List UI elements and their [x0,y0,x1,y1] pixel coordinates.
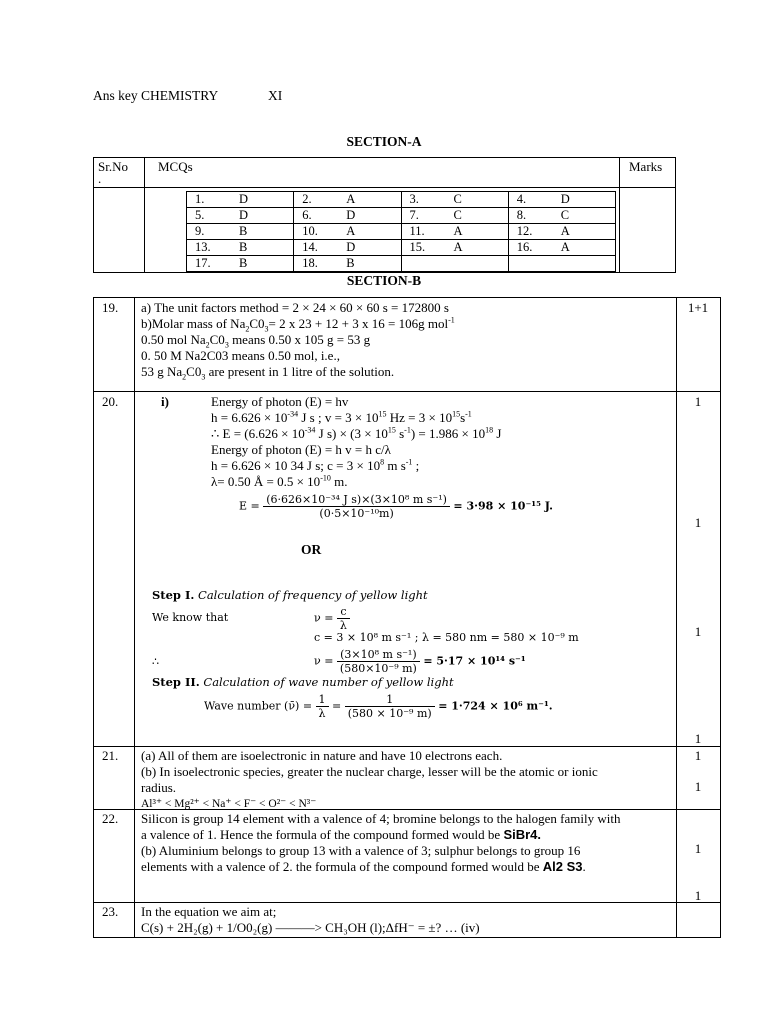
col-mcqs-header: MCQs [158,159,193,174]
step-2-heading: Step II. Calculation of wave number of yellow light [152,675,454,689]
marks-20-a: 1 [694,394,702,409]
mcq-number: 12. [516,224,533,238]
mcq-cell [187,192,294,208]
answer-20-line-1: Energy of photon (E) = hv [211,394,349,409]
col-srno-header: Sr.No [98,159,128,174]
marks-20-b: 1 [694,515,702,530]
mcq-row [187,208,616,224]
mcq-number: 3. [409,192,419,206]
section-a-title: SECTION-A [346,134,422,149]
answer-20-line-5: h = 6.626 × 10 34 J s; $c = 3 \times 10^8$ m $s^{-1}$ ; [211,457,420,473]
mcq-cell [187,208,294,224]
mcq-number: 7. [409,208,419,222]
mcq-cell [401,256,508,272]
mcq-cell [294,192,401,208]
mcq-cell [508,256,615,272]
mcq-answer: A [346,192,356,206]
frequency-result: ν = $\frac{\text{(3×10⁸ m s⁻¹)}}{\text{(580×10⁻⁹ m)}}$ = 5·17 × 10¹⁴ s⁻¹ [314,648,526,675]
question-number-20: 20. [102,394,119,409]
marks-21-a: 1 [694,748,702,763]
answer-23-line-2: C(s) + 2H₂(g) + 1/O0₂(g) ———> CH₃OH (l);ΔfH⁻ = ±? … (iv) [141,920,480,935]
question-number-23: 23. [102,904,119,919]
mcq-answer: A [560,224,570,238]
mcq-number: 18. [302,256,318,270]
mcq-number: 4. [516,192,527,206]
speed-wavelength-line: c = 3 × 10⁸ m s⁻¹ ; λ = 580 nm = 580 × 10⁻⁹ m [314,631,579,644]
answer-19-line-5: 53 g $Na_2C0_3$ are present in 1 litre of the solution. [141,364,395,382]
mcq-cell [508,240,615,256]
mcq-number: 13. [195,240,211,254]
document-header [93,88,283,104]
mcq-cell [294,208,401,224]
answer-22-line-1: Silicon is group 14 element with a valence of 4; bromine belongs to the halogen family with [141,811,621,826]
therefore-symbol: ∴ [152,655,159,668]
mcq-number: 1. [195,192,205,206]
mcq-row [187,256,616,272]
mcq-answer: C [560,208,570,222]
mcq-row [187,240,616,256]
mcq-answer: B [346,256,355,270]
mcq-cell [401,240,508,256]
answer-21-line-3: radius. [141,780,177,795]
mcq-answer-grid [186,191,616,272]
section-b-table [93,297,721,938]
answer-19-line-2: b)Molar mass of $Na_2C0_3= 2$ x 23 + 12 + 3 x 16 = 106g mol$^{-1}$ [141,315,455,334]
mcq-cell [401,208,508,224]
mcq-number: 5. [195,208,205,222]
answer-23 [141,904,675,936]
answer-20-text [211,394,651,490]
mcq-answer: C [453,192,462,206]
mcq-number: 10. [302,224,318,238]
answer-21 [141,748,671,812]
col-marks-header: Marks [629,159,663,174]
answer-21-line-4: Al³⁺ < Mg²⁺ < Na⁺ < F⁻ < O²⁻ < N³⁻ [141,798,317,810]
mcq-number: 6. [302,208,312,222]
col-srno-dot: . [98,171,102,186]
mcq-number: 2. [302,192,312,206]
mcq-answer: B [239,224,248,238]
wave-number-formula: Wave number (ν̄) = $\frac{1}{\lambda}$ = $\frac{1}{\text{(580 × 10⁻⁹ m)}}$ = 1·724 × 10⁶ m⁻¹. [204,693,553,720]
answer-19-line-1: a) The unit factors method = 2 × 24 × 60 × 60 s = 172800 s [141,300,449,315]
mcq-answer: D [239,192,249,206]
mcq-answer: B [239,256,248,270]
or-label: OR [301,542,322,557]
mcq-number: 14. [302,240,318,254]
mcq-number: 15. [409,240,426,254]
mcq-cell [294,256,401,272]
mcq-answer: D [560,192,570,206]
mcq-number: 17. [195,256,211,270]
mcq-cell [401,192,508,208]
mcq-answer: A [560,240,570,254]
answer-21-line-1: (a) All of them are isoelectronic in nature and have 10 electrons each. [141,748,503,763]
answer-22 [141,811,675,875]
question-number-19: 19. [102,300,119,315]
answer-19-line-4: 0. 50 M Na2C03 means 0.50 mol, i.e., [141,348,340,363]
question-number-21: 21. [102,748,119,763]
step-1-heading: Step I. Calculation of frequency of yellow light [152,588,428,602]
mcq-answer: C [453,208,462,222]
mcq-answer: D [346,208,356,222]
answer-20-line-3: ∴ $E = (6.626 \times 10^{-34}$ J $s) \times (3 \times 10^{15}$ $s^{-1}) = 1.986 \times 10^{18}$ J [211,425,502,441]
marks-20-d: 1 [694,731,702,746]
mcq-number: 11. [409,224,425,238]
answer-20-line-6: λ= 0.50 Å = $0.5 \times 10^{-10}$ m. [211,473,348,489]
answer-22-line-2: a valence of 1. Hence the formula of the compound formed would be SiBr4. [141,827,542,842]
mcq-answer: D [239,208,249,222]
marks-21-b: 1 [694,779,702,794]
mcq-row [187,224,616,240]
mcq-cell [294,224,401,240]
section-b-title: SECTION-B [346,273,422,288]
marks-20-c: 1 [694,624,702,639]
marks-22-a: 1 [694,841,702,856]
mcq-cell [508,224,615,240]
mcq-answer: A [453,224,463,238]
mcq-answer: D [346,240,356,254]
frequency-formula: ν = $\frac{c}{\lambda}$ [314,605,350,632]
answer-20-part-i: i) [161,394,169,409]
mcq-cell [187,224,294,240]
answer-21-line-2: (b) In isoelectronic species, greater the nuclear charge, lesser will be the atomic or ionic [141,764,598,779]
mcq-number: 9. [195,224,205,238]
section-a-table [93,157,676,273]
header-title: Ans key CHEMISTRY [93,88,219,103]
energy-formula: E = $\frac{\text{(6·626×10⁻³⁴ J s)×(3×10⁸ m s⁻¹)}}{\text{(0·5×10⁻¹⁰m)}}$ = 3·98 × 10⁻¹⁵ J. [239,493,553,520]
mcq-answer: A [453,240,463,254]
answer-23-line-1: In the equation we aim at; [141,904,277,919]
mcq-cell [508,192,615,208]
mcq-answer: A [346,224,356,238]
we-know-that: We know that [152,611,229,624]
marks-19: 1+1 [687,300,709,315]
mcq-cell [187,256,294,272]
mcq-cell [294,240,401,256]
mcq-number: 16. [516,240,533,254]
answer-22-line-4: elements with a valence of 2. the formula of the compound formed would be Al2 S3. [141,859,586,874]
marks-22-b: 1 [694,888,702,903]
mcq-row [187,192,616,208]
mcq-cell [508,208,615,224]
mcq-answer: B [239,240,248,254]
answer-19 [141,300,671,380]
mcq-cell [187,240,294,256]
mcq-cell [401,224,508,240]
mcq-number: 8. [516,208,527,222]
header-class: XI [268,88,283,103]
answer-20-line-4: Energy of photon (E) = h v = h c/λ [211,442,391,457]
question-number-22: 22. [102,811,119,826]
answer-19-line-3: 0.50 mol $Na_2C0_3$ means 0.50 x 105 g = 53 g [141,332,371,350]
answer-20-line-2: $h = 6.626 \times 10^{-34}$ J s ; $v = 3 \times 10^{15}$ $Hz = 3 \times 10^{15}s^{-1}$ [211,409,472,425]
answer-22-line-3: (b) Aluminium belongs to group 13 with a valence of 3; sulphur belongs to group 16 [141,843,581,858]
